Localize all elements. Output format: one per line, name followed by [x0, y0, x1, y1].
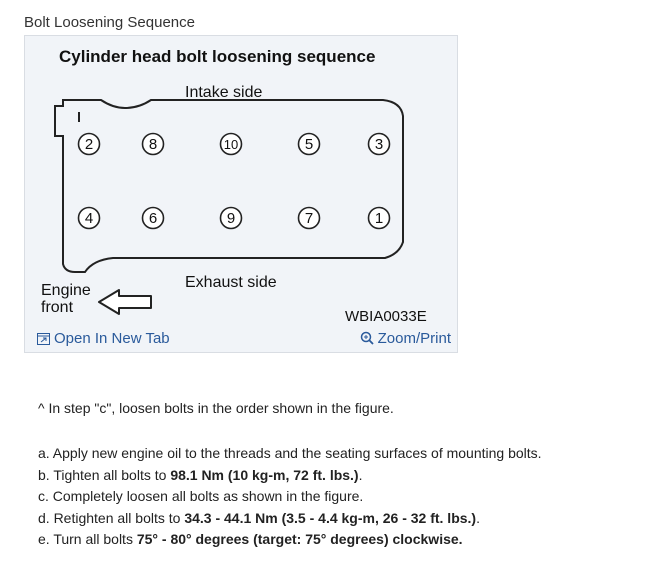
step-text: b. Tighten all bolts to — [38, 466, 171, 483]
step-text: e. Turn all bolts — [38, 531, 137, 547]
figure-code: WBIA0033E — [345, 308, 427, 325]
bolt-number: 4 — [84, 210, 94, 227]
bolt-number: 10 — [223, 137, 239, 152]
magnifier-icon — [360, 331, 374, 345]
figure-panel — [24, 35, 458, 353]
engine-front-label-line1: Engine — [41, 282, 91, 299]
step-spec-value: 98.1 Nm (10 kg-m, 72 ft. lbs.) — [170, 466, 359, 483]
cylinder-head-diagram — [25, 36, 457, 352]
bolt-number: 2 — [84, 136, 94, 153]
engine-front-arrow-icon — [99, 290, 151, 314]
step-text-suffix: . — [476, 509, 480, 526]
bolt-number: 8 — [148, 136, 158, 153]
bolt-number: 6 — [148, 210, 158, 227]
procedure-steps — [38, 443, 542, 551]
figure-title: Cylinder head bolt loosening sequence — [59, 47, 376, 66]
bolt-number: 5 — [304, 136, 314, 153]
zoom-print-link[interactable] — [360, 330, 451, 347]
bolt-row-bottom — [79, 208, 390, 229]
bolt-number: 1 — [374, 210, 384, 227]
intake-side-label: Intake side — [185, 84, 263, 101]
open-in-new-tab-link[interactable] — [37, 330, 170, 347]
procedure-step — [38, 443, 542, 465]
step-spec-value: 75° - 80° degrees (target: 75° degrees) clockwise. — [136, 531, 463, 547]
step-text: c. Completely loosen all bolts as shown in the figure. — [38, 488, 364, 504]
step-text-suffix: . — [358, 466, 363, 483]
step-note: ^ In step "c", loosen bolts in the order shown in the figure. — [38, 400, 394, 416]
procedure-step — [38, 465, 542, 487]
new-tab-icon — [37, 333, 50, 345]
step-spec-value: 34.3 - 44.1 Nm (3.5 - 4.4 kg-m, 26 - 32 ft. lbs.) — [184, 509, 477, 526]
procedure-step — [38, 529, 542, 551]
procedure-step — [38, 486, 542, 508]
zoom-print-label: Zoom/Print — [377, 330, 451, 347]
bolt-number: 7 — [304, 210, 314, 227]
step-text: a. Apply new engine oil to the threads and the seating surfaces of mounting bolts. — [38, 445, 542, 461]
engine-front-label-line2: front — [41, 299, 74, 316]
bolt-number: 3 — [374, 136, 384, 153]
bolt-row-top — [79, 134, 390, 155]
step-text: d. Retighten all bolts to — [38, 509, 185, 526]
exhaust-side-label: Exhaust side — [185, 274, 277, 291]
bolt-number: 9 — [226, 210, 236, 227]
open-in-new-tab-label: Open In New Tab — [54, 330, 170, 347]
cylinder-head-outline — [55, 100, 403, 272]
procedure-step — [38, 508, 542, 530]
section-title: Bolt Loosening Sequence — [24, 14, 195, 31]
